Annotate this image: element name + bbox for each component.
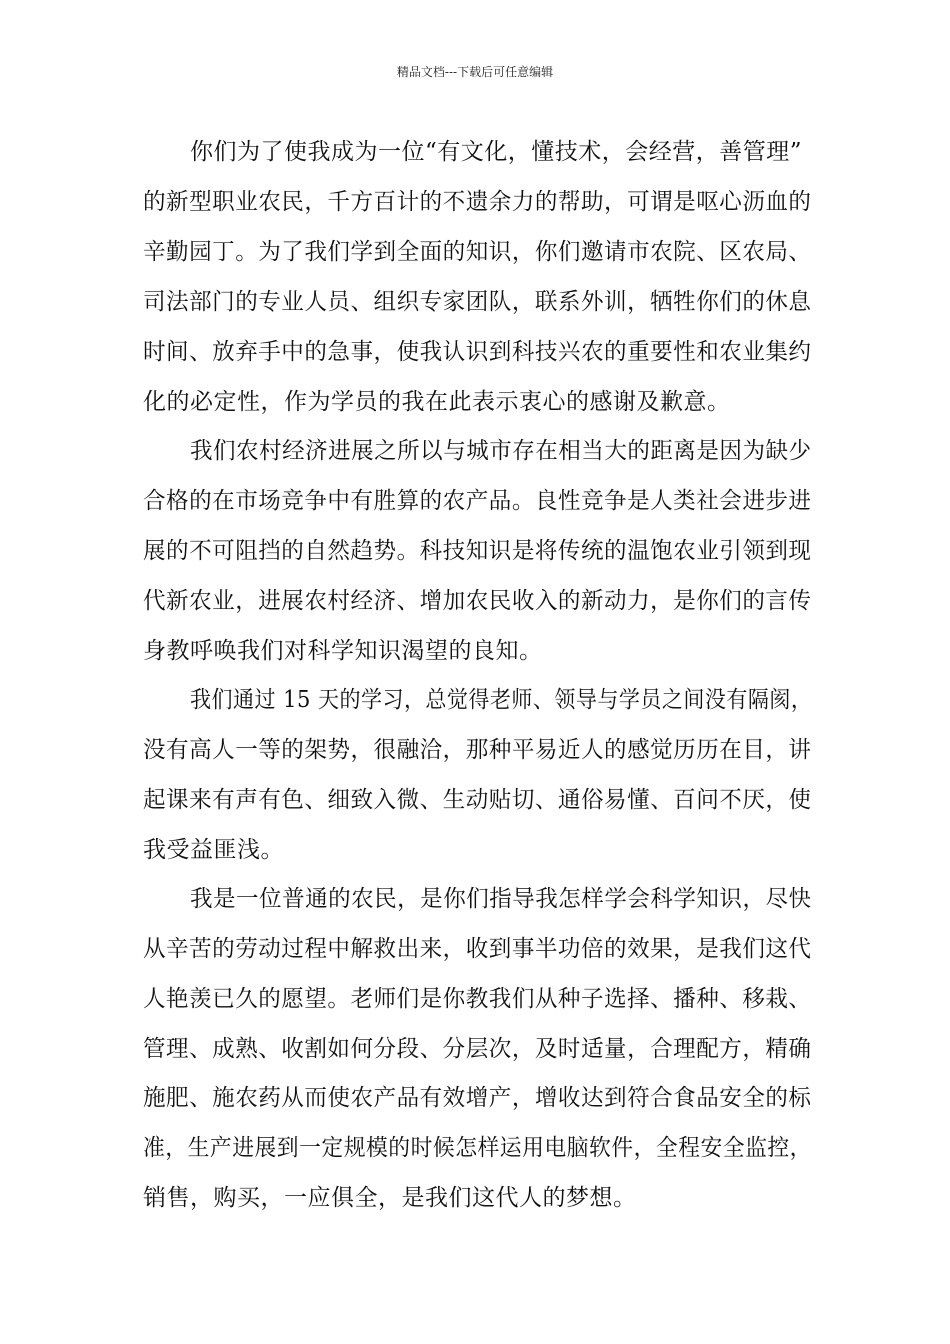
text-line: 辛勤园丁。为了我们学到全面的知识，你们邀请市农院、区农局、 <box>143 239 812 265</box>
text-line: 你们为了使我成为一位“有文化，懂技术，会经营，善管理” <box>190 139 803 165</box>
text-line: 代新农业，进展农村经济、增加农民收入的新动力，是你们的言传 <box>143 588 812 614</box>
text-line: 没有高人一等的架势，很融洽，那种平易近人的感觉历历在目，讲 <box>143 737 812 763</box>
text-line: 管理、成熟、收割如何分段、分层次，及时适量，合理配方，精确 <box>143 1036 812 1062</box>
text-line: 合格的在市场竞争中有胜算的农产品。良性竞争是人类社会进步进 <box>143 488 812 514</box>
text-line: 我是一位普通的农民，是你们指导我怎样学会科学知识，尽快 <box>190 886 812 912</box>
text-line: 起课来有声有色、细致入微、生动贴切、通俗易懂、百问不厌，使 <box>143 787 812 813</box>
text-line: 施肥、施农药从而使农产品有效增产，增收达到符合食品安全的标 <box>143 1085 812 1111</box>
text-line: 展的不可阻挡的自然趋势。科技知识是将传统的温饱农业引领到现 <box>143 538 812 564</box>
page-header: 精品文档---下载后可任意编辑 <box>396 65 554 79</box>
text-line: 的新型职业农民，千方百计的不遗余力的帮助，可谓是呕心沥血的 <box>143 189 812 215</box>
text-line: 准，生产进展到一定规模的时候怎样运用电脑软件，全程安全监控， <box>143 1135 812 1161</box>
text-line: 我们通过 15 天的学习，总觉得老师、领导与学员之间没有隔阂， <box>190 687 813 713</box>
text-line: 人艳羡已久的愿望。老师们是你教我们从种子选择、播种、移栽、 <box>143 986 812 1012</box>
text-line: 时间、放弃手中的急事，使我认识到科技兴农的重要性和农业集约 <box>143 339 812 365</box>
text-line: 身教呼唤我们对科学知识渴望的良知。 <box>143 638 543 664</box>
text-line: 司法部门的专业人员、组织专家团队，联系外训，牺牲你们的休息 <box>143 289 812 315</box>
text-line: 从辛苦的劳动过程中解救出来，收到事半功倍的效果，是我们这代 <box>143 936 812 962</box>
text-line: 我们农村经济进展之所以与城市存在相当大的距离是因为缺少 <box>190 438 812 464</box>
text-line: 我受益匪浅。 <box>143 837 284 863</box>
text-line: 化的必定性，作为学员的我在此表示衷心的感谢及歉意。 <box>143 389 731 415</box>
text-line: 销售，购买，一应俱全，是我们这代人的梦想。 <box>143 1185 637 1211</box>
